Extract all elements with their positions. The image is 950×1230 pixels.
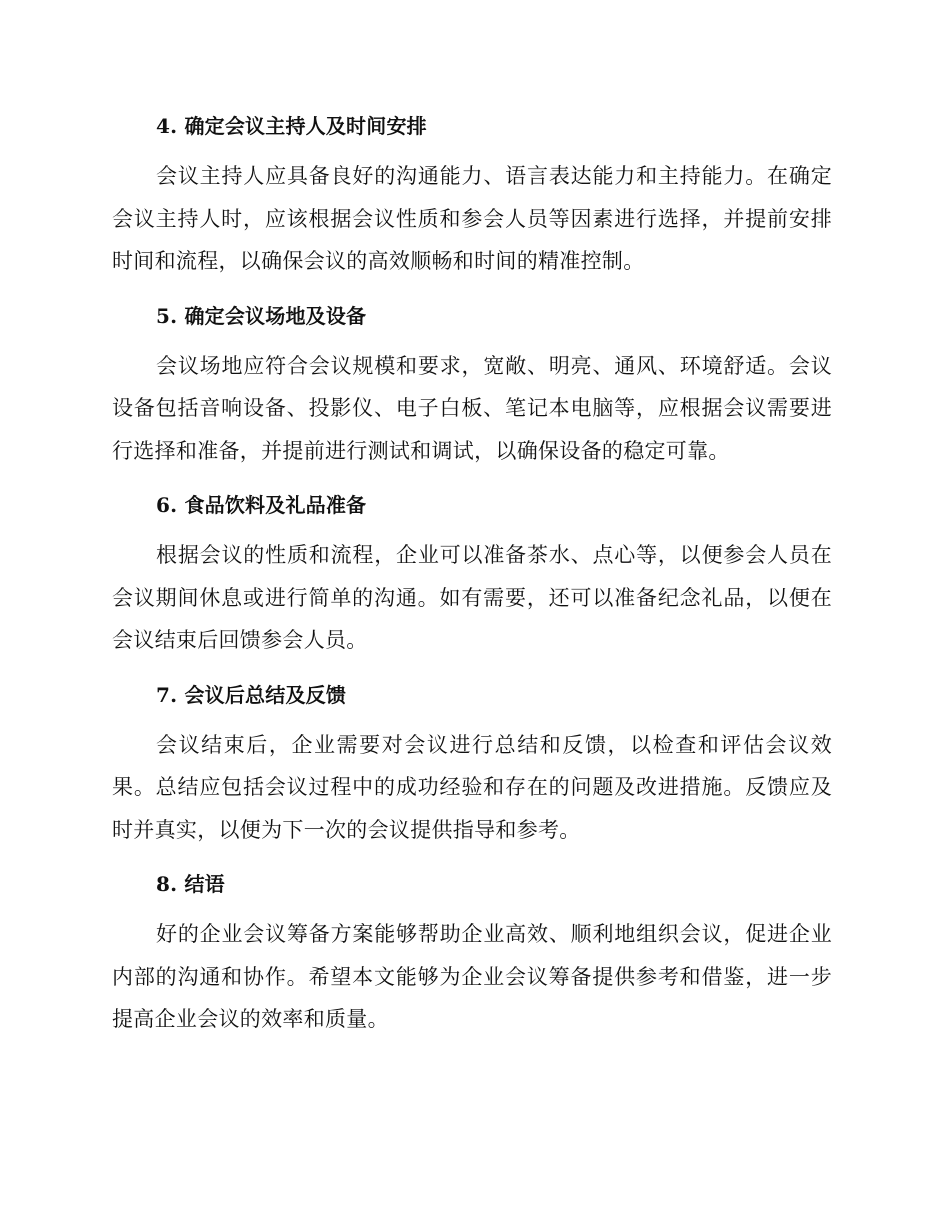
- section-paragraph: 会议主持人应具备良好的沟通能力、语言表达能力和主持能力。在确定会议主持人时，应该根据会议性质和参会人员等因素进行选择，并提前安排时间和流程，以确保会议的高效顺畅和时间的精准控制。: [112, 164, 832, 273]
- section-heading: 8. 结语: [156, 872, 225, 896]
- section-heading: 7. 会议后总结及反馈: [156, 682, 347, 707]
- section-paragraph: 好的企业会议筹备方案能够帮助企业高效、顺利地组织会议，促进企业内部的沟通和协作。希望本文能够为企业会议筹备提供参考和借鉴，进一步提高企业会议的效率和质量。: [112, 922, 832, 1031]
- section-venue-and-equipment: [112, 295, 832, 473]
- section-paragraph: 根据会议的性质和流程，企业可以准备茶水、点心等，以便参会人员在会议期间休息或进行简单的沟通。如有需要，还可以准备纪念礼品，以便在会议结束后回馈参会人员。: [112, 543, 832, 652]
- document-content: [112, 105, 832, 1053]
- section-summary-and-feedback: [112, 674, 832, 852]
- section-heading: 4. 确定会议主持人及时间安排: [156, 114, 427, 138]
- section-heading: 5. 确定会议场地及设备: [156, 303, 367, 328]
- section-food-and-gifts: [112, 484, 832, 662]
- section-heading: 6. 食品饮料及礼品准备: [156, 493, 367, 517]
- section-conclusion: [112, 863, 832, 1041]
- section-host-and-schedule: [112, 105, 832, 283]
- section-paragraph: 会议场地应符合会议规模和要求，宽敞、明亮、通风、环境舒适。会议设备包括音响设备、投影仪、电子白板、笔记本电脑等，应根据会议需要进行选择和准备，并提前进行测试和调试，以确保设备的稳定可靠。: [112, 353, 832, 463]
- section-paragraph: 会议结束后，企业需要对会议进行总结和反馈，以检查和评估会议效果。总结应包括会议过程中的成功经验和存在的问题及改进措施。反馈应及时并真实，以便为下一次的会议提供指导和参考。: [112, 732, 832, 842]
